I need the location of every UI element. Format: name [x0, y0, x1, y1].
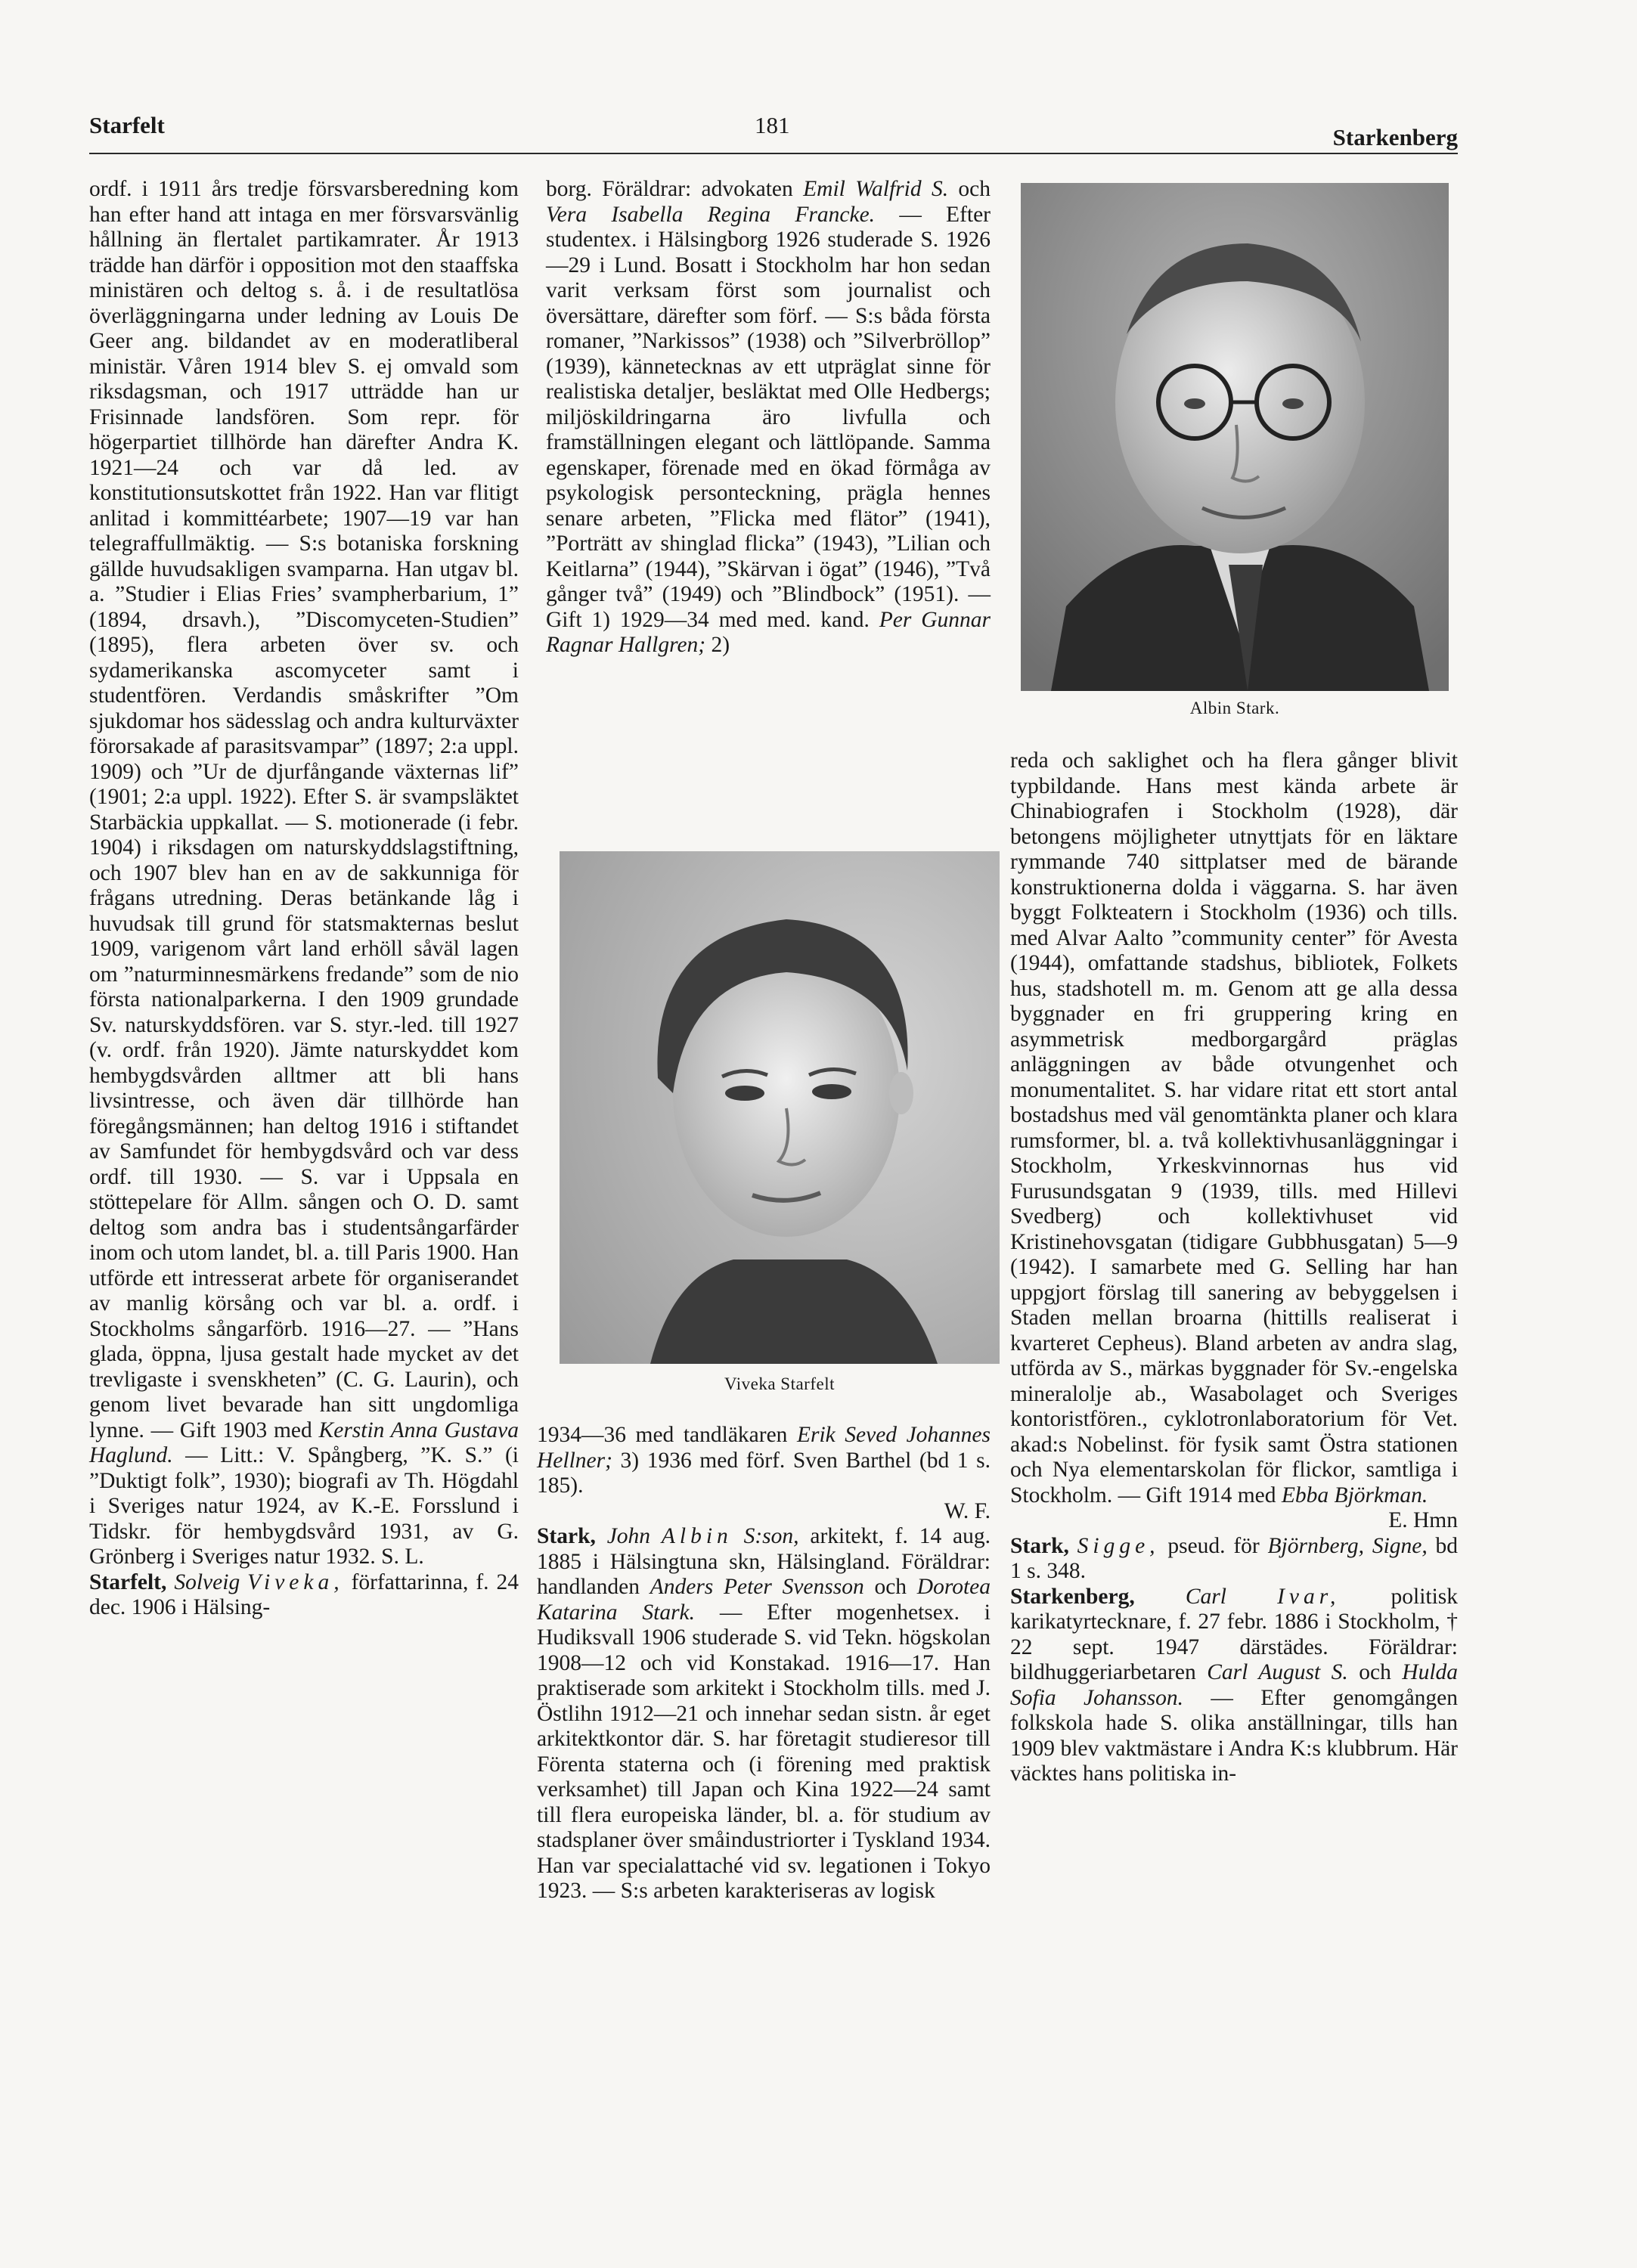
stark-continued	[1010, 748, 1458, 1532]
starkenberg-entry	[1010, 1585, 1458, 1787]
starfelt-intro: författarinna, f. 24 dec. 1906 i Hälsing-	[89, 1569, 519, 1619]
column-1	[89, 177, 519, 1621]
portrait-image	[1021, 183, 1449, 691]
portrait-viveka-starfelt	[560, 851, 1000, 1364]
text-span: bd 1 s. 348.	[1010, 1533, 1459, 1583]
text-span: arkitekt, f. 14 aug. 1885 i Hälsingtuna skn, Hälsingland. Föräldrar: handlanden	[537, 1524, 991, 1599]
text-span: och	[958, 177, 991, 201]
mother-name: Vera Isabella Regina Francke.	[546, 202, 876, 227]
starkenberg-first-name: Carl	[1185, 1584, 1226, 1609]
father-name: Carl August S.	[1207, 1660, 1348, 1684]
stark-patronym: S:son,	[743, 1524, 799, 1548]
starkenberg-lemma: Starkenberg,	[1010, 1584, 1135, 1609]
starfelt-first-name: Solveig	[174, 1569, 240, 1594]
starkenberg-called-name: Ivar,	[1277, 1584, 1341, 1609]
signature-wf: W. F.	[944, 1498, 991, 1523]
column-2-top	[546, 177, 991, 658]
header-right-keyword: Starkenberg	[1332, 124, 1458, 150]
text-span: reda och saklighet och ha flera gånger blivit typbildande. Hans mest kända arbete är Chinabiografen i Stockholm (1928), där betongens möjligheter utnyttjats för en läktare rymmande 740 sittplatser med de bärande konstruktionerna dolda i väggarna. S. har även byggt Folkteatern i Stockholm (1936) och tills. med Alvar Aalto ”community center” för Avesta (1944), omfattande stadshus, bibliotek, Folkets hus, stadshotell m. m. Genom att ge alla dessa byggnader en fri gruppering kring en asymmetrisk medborgargård präglas anläggningen av både otvungenhet och monumentalitet. S. har vidare ritat ett stort antal bostadshus med väl genomtänkta planer och klara rumsformer, bl. a. två kollektivhusanläggningar i Stockholm, Yrkeskvinnornas hus vid Furusundsgatan 9 (1939, tills. med Hillevi Svedberg) och kollektivhuset vid Kristinehovsgatan (tidigare Gubbhusgatan) 5—9 (1942). I samarbete med G. Selling har han uppgjort förslag till sanering av bebyggelsen i Staden mellan broarna (hittills realiserat i kvarteret Cepheus). Bland arbeten av andra slag, utförda av S., märkas byggnader för Sv.-engelska mineralolje ab., Wasabolaget och Sveriges kontoristfören., cyklotronlaboratorium för Vet. akad:s Nobelinst. för fysik samt Östra stationen och Nya elementarskolan för flickor, samtliga i Stockholm. — Gift 1914 med	[1010, 748, 1458, 1507]
starfelt-entry	[89, 1570, 519, 1621]
sigge-stark-entry	[1010, 1534, 1458, 1585]
starfelt-marriages	[537, 1423, 991, 1499]
col1-paragraph	[89, 177, 519, 1570]
sigge-name: Sigge,	[1077, 1533, 1160, 1558]
text-span: politisk karikatyrtecknare, f. 27 febr. 1886 i Stockholm, † 22 sept. 1947 därstädes. Föräldrar: bildhuggeriarbetaren	[1010, 1584, 1459, 1684]
text-span: — Efter studentex. i Hälsingborg 1926 studerade S. 1926—29 i Lund. Bosatt i Stockholm har hon sedan varit verksam först som journalist och översättare, därefter som förf. — S:s båda första romaner, ”Narkissos” (1938) och ”Silverbröllop” (1939), kännetecknas av ett utpräglat sinne för realistiska detaljer, besläktat med Olle Hedbergs; miljöskildringarna äro livfulla och framställningen elegant och lättlöpande. Samma egenskaper, förenade med en ökad förmåga av psykologisk personteckning, prägla hennes senare arbeten, ”Flicka med flätor” (1941), ”Porträtt av shinglad flicka” (1943), ”Lilian och Keitlarna” (1944), ”Skärvan i ögat” (1946), ”Två gånger två” (1949) och ”Blindbock” (1951). — Gift 1) 1929—34 med med. kand.	[546, 202, 991, 632]
caption-viveka-starfelt: Viveka Starfelt	[724, 1374, 835, 1393]
stark-first-name: John	[606, 1524, 651, 1548]
text-span: och	[1359, 1660, 1391, 1684]
starfelt-continued	[546, 177, 991, 658]
text-span: — Efter mogenhetsex. i Hudiksvall 1906 studerade S. vid Tekn. högskolan 1908—12 och vid Konstakad. 1916—17. Han praktiserade som arkitekt i Stockholm tills. med J. Östlihn 1912—21 och innehar sedan sistn. år eget arkitektkontor där. S. har företagit studieresor till Förenta staterna och (i förening med praktisk verksamhet) till Japan och Kina 1922—24 samt till flera europeiska länder, bl. a. för studium av stadsplaner över småindustriorter i Tyskland 1934. Han var specialattaché vid sv. legationen i Tokyo 1923. — S:s arbeten karakteriseras av logisk	[537, 1600, 991, 1903]
text-span: 3) 1936 med förf. Sven Barthel (bd 1 s. 185).	[537, 1448, 991, 1498]
column-3-bottom	[1010, 748, 1458, 1787]
sigge-lemma: Stark,	[1010, 1533, 1069, 1558]
col1-text: ordf. i 1911 års tredje försvarsberedning kom han efter hand att intaga en mer försvarsvänlig hållning än flertalet partikamrater. År 1913 trädde han därför i opposition mot den staaffska ministären och deltog s. å. i de resultatlösa överläggningarna under ledning av Louis De Geer ang. bildandet av en moderatliberal ministär. Våren 1914 blev S. ej omvald som riksdagsman, och 1917 utträdde han ur Frisinnade landsfören. Som repr. för högerpartiet tillhörde han därefter Andra K. 1921—24 och var då led. av konstitutionsutskottet från 1922. Han var flitigt anlitad i kommittéarbete; 1907—19 var han telegraffullmäktig. — S:s botaniska forskning gällde huvudsakligen svamparna. Han utgav bl. a. ”Studier i Elias Fries’ svampherbarium, 1” (1894, drsavh.), ”Discomyceten-Studien” (1895), flera arbeten över sv. och sydamerikanska ascomyceter samt i studentfören. Verdandis småskrifter ”Om sjukdomar hos sädesslag och andra kulturväxter förorsakade af parasitsvampar” (1897; 2:a uppl. 1909) och ”Ur de djurfångande växternas lif” (1901; 2:a uppl. 1922). Efter S. är svampsläktet Starbäckia uppkallat. — S. motionerade (i febr. 1904) i riksdagen om naturskyddslagstiftning, och 1907 blev han en av de sakkunniga för frågans utredning. Deras betänkande låg i huvudsak till grund för statsmakternas beslut 1909, varigenom vårt land erhöll såväl lagen om ”naturminnesmärkens fredande” som de nio första nationalparkerna. I den 1909 grundade Sv. naturskyddsfören. var S. styr.-led. till 1927 (v. ordf. från 1920). Jämte naturskyddet kom hembygdsvården alltmer att bli hans livsintresse, och även där tillhörde han föregångsmännen; han deltog 1916 i stiftandet av Samfundet för hembygdsvård och var dess ordf. till 1930. — S. var i Uppsala en stöttepelare för Allm. sången och O. D. samt deltog som andra bas i studentsångarfärder inom och utom landet, bl. a. till Paris 1900. Han utförde ett intresserat arbete för organiserandet av manlig körsång och var bl. a. ordf. i Stockholms sångarförb. 1916—27. — ”Hans glada, öppna, ljusa gestalt hade mycket av det trevligaste i svenskheten” (C. G. Laurin), och genom livet bevarade han sitt ungdomliga lynne. — Gift 1903 med	[89, 177, 519, 1442]
spouse-name: Erik Seved Johannes Hellner;	[537, 1423, 991, 1473]
starfelt-called-name: Viveka,	[247, 1569, 344, 1594]
cross-reference: Björnberg, Signe,	[1267, 1533, 1428, 1558]
text-span: pseud. för	[1167, 1533, 1260, 1558]
spouse-name: Ebba Björkman.	[1281, 1483, 1428, 1507]
father-name: Emil Walfrid S.	[803, 177, 949, 201]
portrait-image	[560, 851, 1000, 1364]
mother-name: Dorotea Katarina Stark.	[537, 1575, 991, 1625]
portrait-albin-stark	[1021, 183, 1449, 691]
text-span: borg. Föräldrar: advokaten	[546, 177, 793, 201]
mother-name: Hulda Sofia Johansson.	[1010, 1660, 1459, 1710]
caption-albin-stark: Albin Stark.	[1189, 699, 1280, 717]
page-number: 181	[755, 112, 790, 138]
stark-lemma: Stark,	[537, 1524, 596, 1548]
text-span: 1934—36 med tandläkaren	[537, 1423, 788, 1447]
header-rule	[89, 153, 1458, 154]
text-span: 2)	[711, 633, 730, 657]
page-header	[89, 112, 1458, 157]
col1-literature: — Litt.: V. Spångberg, ”K. S.” (i ”Duktigt folk”, 1930); biografi av Th. Högdahl i Sveriges natur 1924, av K.-E. Forsslund i Tidskr. för hembygdsvård 1931, av G. Grönberg i Sveriges natur 1932. S. L.	[89, 1443, 519, 1569]
stark-entry	[537, 1524, 991, 1904]
signature-ehmn: E. Hmn	[1388, 1508, 1458, 1532]
spouse-name: Per Gunnar Ragnar Hallgren;	[546, 607, 991, 657]
header-left-keyword: Starfelt	[89, 112, 165, 138]
column-2-bottom	[537, 1423, 991, 1904]
stark-called-name: Albin	[661, 1524, 733, 1548]
col1-wife-name: Kerstin Anna Gustava Haglund.	[89, 1418, 519, 1467]
text-span: och	[874, 1575, 907, 1599]
starfelt-lemma: Starfelt,	[89, 1569, 167, 1594]
father-name: Anders Peter Svensson	[650, 1575, 864, 1599]
text-span: — Efter genomgången folkskola hade S. olika anställningar, tills han 1909 blev vaktmästare i Andra K:s klubbrum. Här väcktes hans politiska in-	[1010, 1685, 1459, 1786]
